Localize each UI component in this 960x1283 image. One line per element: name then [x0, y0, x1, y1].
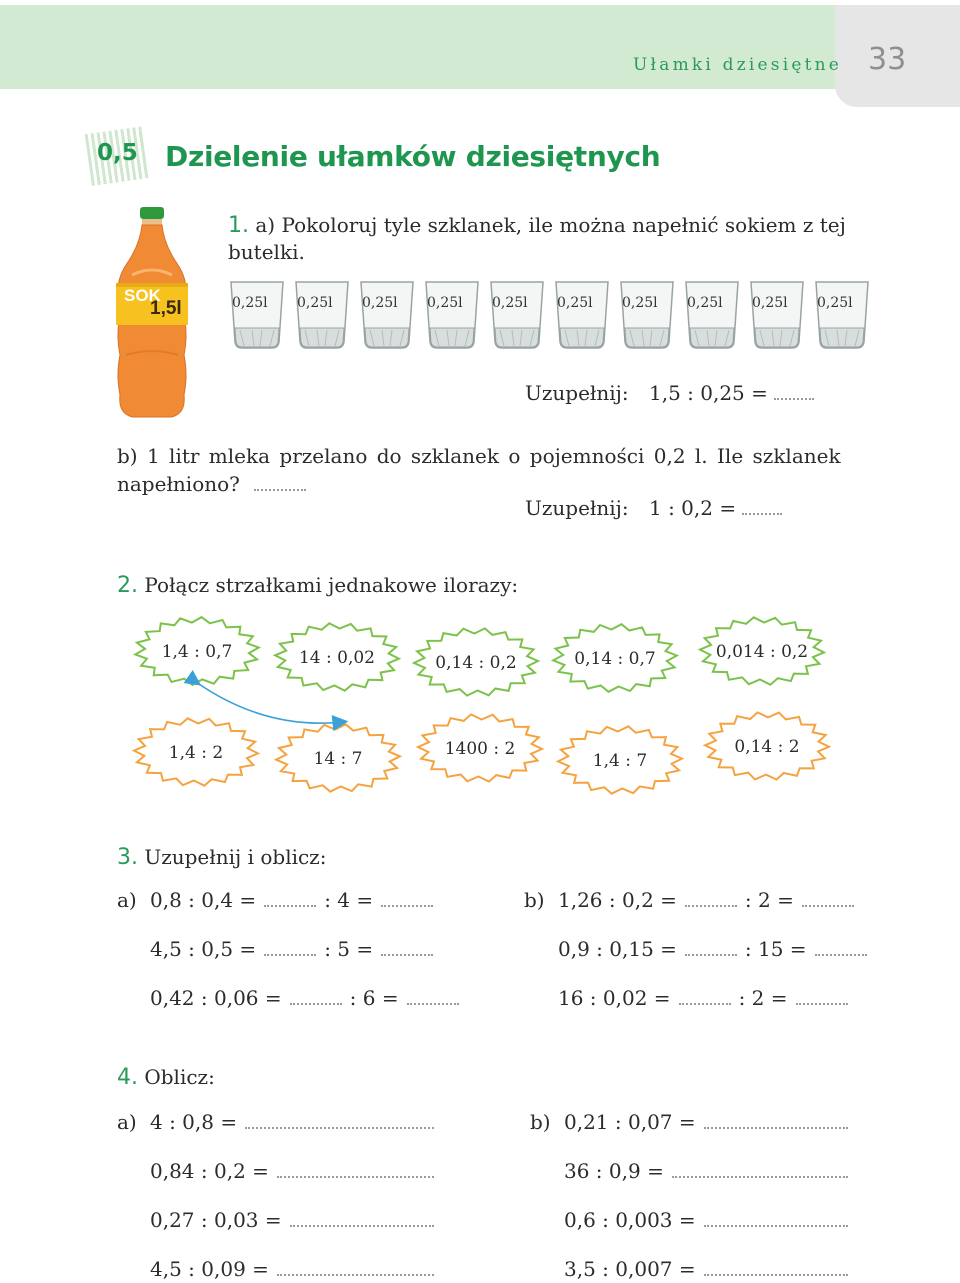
ex3-second-blank[interactable]	[381, 940, 433, 956]
ex3-expression: 4,5 : 0,5 =	[150, 937, 257, 961]
ex1-a-fill-expr: 1,5 : 0,25 =	[648, 381, 768, 405]
glass-capacity-label: 0,25l	[427, 295, 463, 311]
ex3-a-label: a)	[117, 888, 137, 912]
ex4-expression: 4,5 : 0,09 =	[150, 1257, 269, 1281]
ex4-answer-blank[interactable]	[672, 1162, 848, 1178]
ex1-b-line1: b) 1 litr mleka przelano do szklanek o pojemności 0,2 l. Ile szklanek	[117, 444, 841, 468]
ex3-first-blank[interactable]	[264, 940, 316, 956]
ex3-divisor: : 5 =	[324, 937, 374, 961]
ex3-row	[150, 986, 459, 1010]
ex1-a-fill-label: Uzupełnij:	[525, 381, 629, 405]
ex3-first-blank[interactable]	[685, 891, 737, 907]
ex2-text: Połącz strzałkami jednakowe ilorazy:	[144, 573, 519, 597]
ex4-answer-blank[interactable]	[290, 1211, 434, 1227]
ex3-row	[150, 888, 433, 912]
ex3-expression: 1,26 : 0,2 =	[558, 888, 677, 912]
ex4-row	[150, 1208, 434, 1232]
star-label: 1,4 : 7	[592, 751, 648, 771]
ex4-row	[564, 1110, 848, 1134]
ex4-expression: 3,5 : 0,007 =	[564, 1257, 696, 1281]
ex3-divisor: : 15 =	[744, 937, 807, 961]
ex1-b-line2: napełniono?	[117, 472, 240, 496]
ex1-b-fill-label: Uzupełnij:	[525, 496, 629, 520]
star-label: 14 : 0,02	[298, 648, 376, 668]
ex4-answer-blank[interactable]	[277, 1260, 434, 1276]
ex1-a-line2: butelki.	[228, 240, 305, 264]
ex3-first-blank[interactable]	[290, 989, 342, 1005]
ex3-second-blank[interactable]	[802, 891, 854, 907]
running-title: Ułamki dziesiętne	[633, 55, 843, 75]
ex4-answer-blank[interactable]	[704, 1260, 848, 1276]
glass-capacity-label: 0,25l	[492, 295, 528, 311]
ex3-expression: 0,42 : 0,06 =	[150, 986, 282, 1010]
ex1-a-line1: a) Pokoloruj tyle szklanek, ile można napełnić sokiem z tej	[255, 213, 846, 237]
star-label: 0,14 : 0,2	[435, 653, 517, 673]
ex4-row	[564, 1208, 848, 1232]
ex3-divisor: : 2 =	[744, 888, 794, 912]
ex3-row	[558, 888, 854, 912]
ex4-row	[150, 1257, 434, 1281]
ex3-text: Uzupełnij i oblicz:	[144, 845, 327, 869]
ex4-expression: 0,21 : 0,07 =	[564, 1110, 696, 1134]
ex4-a-label: a)	[117, 1110, 137, 1134]
bottle-label-top: SOK	[124, 286, 161, 305]
glass-capacity-label: 0,25l	[817, 295, 853, 311]
bottle-label-bottom: 1,5l	[150, 298, 182, 319]
ex3-first-blank[interactable]	[679, 989, 731, 1005]
ex4-row	[564, 1257, 848, 1281]
ex3-first-blank[interactable]	[264, 891, 316, 907]
ex3-divisor: : 4 =	[324, 888, 374, 912]
glass-capacity-label: 0,25l	[622, 295, 658, 311]
star-label: 14 : 7	[313, 749, 363, 769]
ex3-number: 3.	[117, 845, 138, 870]
quotient-star-bottom-2[interactable]	[276, 724, 400, 791]
ex4-b-label: b)	[530, 1110, 551, 1134]
quotient-star-top-4[interactable]	[553, 624, 677, 692]
star-label: 1400 : 2	[444, 739, 516, 759]
ex3-b-label: b)	[524, 888, 545, 912]
ex4-expression: 0,27 : 0,03 =	[150, 1208, 282, 1232]
glass-capacity-label: 0,25l	[362, 295, 398, 311]
ex4-text: Oblicz:	[144, 1065, 215, 1089]
ex4-expression: 4 : 0,8 =	[150, 1110, 238, 1134]
quotient-star-top-2[interactable]	[275, 623, 399, 690]
ex4-row	[564, 1159, 848, 1183]
ex4-expression: 0,6 : 0,003 =	[564, 1208, 696, 1232]
star-label: 1,4 : 2	[168, 743, 224, 763]
ex4-answer-blank[interactable]	[704, 1113, 848, 1129]
glass-capacity-label: 0,25l	[557, 295, 593, 311]
ex4-answer-blank[interactable]	[704, 1211, 848, 1227]
quotient-star-bottom-3[interactable]	[418, 714, 542, 781]
quotient-star-bottom-5[interactable]	[705, 712, 829, 779]
quotient-star-top-5[interactable]	[700, 617, 824, 684]
ex4-answer-blank[interactable]	[277, 1162, 434, 1178]
ex1-b-fill-expr: 1 : 0,2 =	[648, 496, 737, 520]
ex3-divisor: : 6 =	[349, 986, 399, 1010]
glass-capacity-label: 0,25l	[297, 295, 333, 311]
star-label: 0,14 : 2	[734, 737, 800, 757]
star-label: 0,14 : 0,7	[574, 649, 656, 669]
ex4-row	[150, 1159, 434, 1183]
section-title: Dzielenie ułamków dziesiętnych	[165, 140, 661, 173]
ex3-expression: 16 : 0,02 =	[558, 986, 671, 1010]
ex3-expression: 0,9 : 0,15 =	[558, 937, 677, 961]
ex3-row	[558, 937, 867, 961]
ex4-expression: 0,84 : 0,2 =	[150, 1159, 269, 1183]
star-label: 1,4 : 0,7	[161, 642, 233, 662]
ex3-second-blank[interactable]	[796, 989, 848, 1005]
ex1-number: 1.	[228, 213, 249, 238]
page-number: 33	[868, 42, 907, 77]
glass-capacity-label: 0,25l	[752, 295, 788, 311]
ex4-heading	[117, 1065, 215, 1090]
ex3-heading	[117, 845, 326, 870]
glass-capacity-label: 0,25l	[687, 295, 723, 311]
star-label: 0,014 : 0,2	[715, 642, 809, 662]
ex4-expression: 36 : 0,9 =	[564, 1159, 664, 1183]
quotient-star-bottom-1[interactable]	[134, 718, 258, 785]
ex3-divisor: : 2 =	[738, 986, 788, 1010]
ex3-second-blank[interactable]	[407, 989, 459, 1005]
ex3-expression: 0,8 : 0,4 =	[150, 888, 257, 912]
ex3-second-blank[interactable]	[815, 940, 867, 956]
ex4-number: 4.	[117, 1065, 138, 1090]
quotient-star-top-3[interactable]	[414, 628, 538, 695]
ex4-answer-blank[interactable]	[245, 1113, 434, 1129]
ex3-first-blank[interactable]	[685, 940, 737, 956]
ex3-row	[558, 986, 848, 1010]
quotient-star-top-1[interactable]	[135, 617, 258, 685]
section-badge-label: 0,5	[97, 140, 138, 166]
ex4-row	[150, 1110, 434, 1134]
ex3-row	[150, 937, 433, 961]
quotient-star-bottom-4[interactable]	[558, 726, 682, 793]
glass-capacity-label: 0,25l	[232, 295, 268, 311]
ex2-number: 2.	[117, 573, 138, 598]
ex3-second-blank[interactable]	[381, 891, 433, 907]
